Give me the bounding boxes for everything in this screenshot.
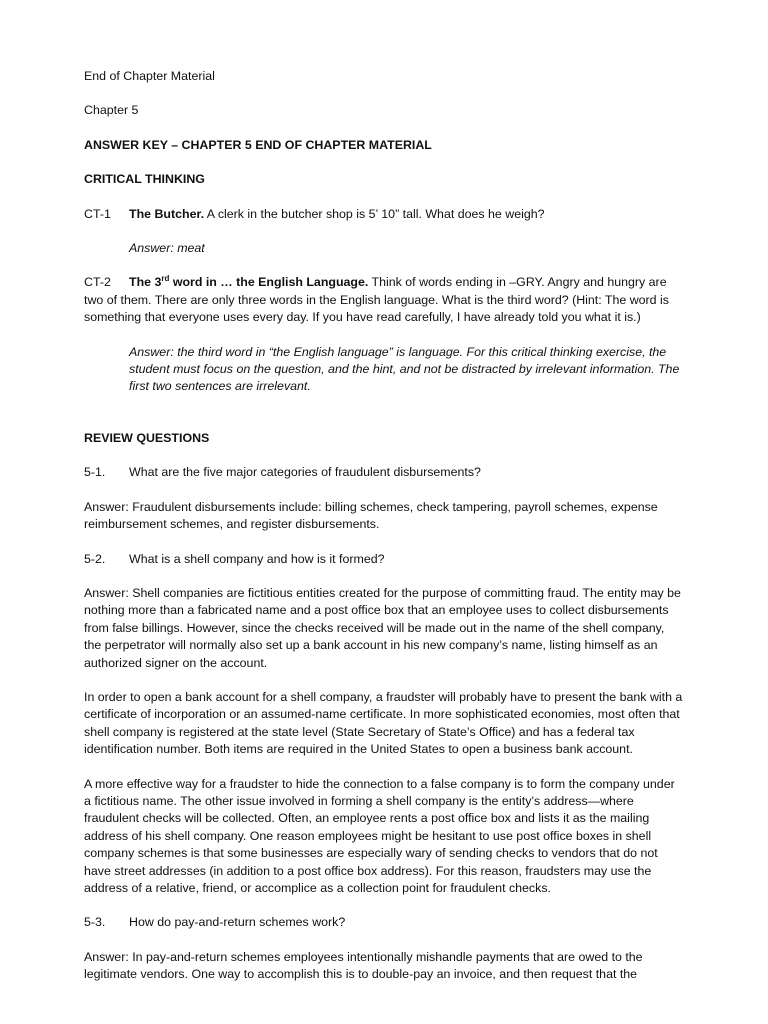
ct2-title-a: The 3: [129, 275, 162, 290]
ct2-answer: Answer: the third word in “the English language” is language. For this critical thinking exercise, the student must focus on the question, and the hint, and not be distracted by irrelevant information. The first two sentences are irrelevant.: [129, 344, 680, 394]
ct2-item: [84, 274, 684, 326]
ct2-text: Think of words ending in –GRY. Angry and hungry are two of them. There are only three words in the English language. What is the third word? (Hint: The word is something that everyone uses every day. If you have read carefully, I have already told you what it is.): [84, 275, 669, 325]
q5-2-answer-p3: A more effective way for a fraudster to hide the connection to a false company is to form the company under a fictitious name. The other issue involved in forming a shell company is the entity’s address—where fraudulent checks will be collected. Often, an employee rents a post office box and lists it as the mailing address of his shell company. One reason employees might be hesitant to use post office boxes in shell company schemes is that some businesses are especially wary of sending checks to vendors that do not have street addresses (in addition to a post office box address). For this reason, fraudsters may use the address of a relative, friend, or accomplice as a collection point for fraudulent checks.: [84, 776, 675, 895]
ct2-title-sup: rd: [161, 274, 170, 284]
ct1-answer: Answer: meat: [129, 241, 205, 256]
ct1-number: CT-1: [84, 206, 111, 221]
q5-3-item: [84, 914, 684, 931]
q5-3-number: 5-3.: [84, 915, 106, 930]
q5-2-item: [84, 551, 684, 568]
q5-3-question: How do pay-and-return schemes work?: [129, 915, 346, 930]
ct2-number: CT-2: [84, 275, 111, 290]
ct1-item: [84, 206, 684, 223]
section-heading-review-questions: REVIEW QUESTIONS: [84, 430, 210, 445]
q5-1-question: What are the five major categories of fraudulent disbursements?: [129, 465, 481, 480]
q5-2-number: 5-2.: [84, 551, 106, 566]
q5-1-item: [84, 464, 684, 481]
doc-title: ANSWER KEY – CHAPTER 5 END OF CHAPTER MATERIAL: [84, 137, 432, 152]
ct2-title-b: word in … the English Language.: [169, 275, 369, 290]
ct1-text: A clerk in the butcher shop is 5’ 10” tall. What does he weigh?: [204, 206, 545, 221]
q5-3-answer: Answer: In pay-and-return schemes employees intentionally mishandle payments that are owed to the legitimate vendors. One way to accomplish this is to double-pay an invoice, and then request that the: [84, 949, 643, 982]
ct1-title: The Butcher.: [129, 206, 205, 221]
q5-1-answer: Answer: Fraudulent disbursements include: billing schemes, check tampering, payroll schemes, expense reimbursement schemes, and register disbursements.: [84, 499, 658, 532]
document-page: [84, 68, 684, 1001]
q5-2-answer-p1: Answer: Shell companies are fictitious entities created for the purpose of committing fraud. The entity may be nothing more than a fabricated name and a post office box that an employee uses to collect disbursements from false billings. However, since the checks received will be made out in the name of the shell company, the perpetrator will normally also set up a bank account in his new company’s name, listing himself as an authorized signer on the account.: [84, 585, 681, 670]
section-heading-critical-thinking: CRITICAL THINKING: [84, 172, 205, 187]
doc-line-chapter: Chapter 5: [84, 103, 139, 118]
q5-2-question: What is a shell company and how is it formed?: [129, 551, 385, 566]
ct1-question: [129, 206, 684, 223]
q5-1-number: 5-1.: [84, 465, 106, 480]
q5-2-answer-p2: In order to open a bank account for a shell company, a fraudster will probably have to present the bank with a certificate of incorporation or an assumed-name certificate. In more sophisticated economies, most often that shell company is registered at the state level (State Secretary of State’s Office) and has a federal tax identification number. Both items are required in the United States to open a business bank account.: [84, 689, 683, 757]
doc-line-end-of-chapter: End of Chapter Material: [84, 69, 215, 83]
